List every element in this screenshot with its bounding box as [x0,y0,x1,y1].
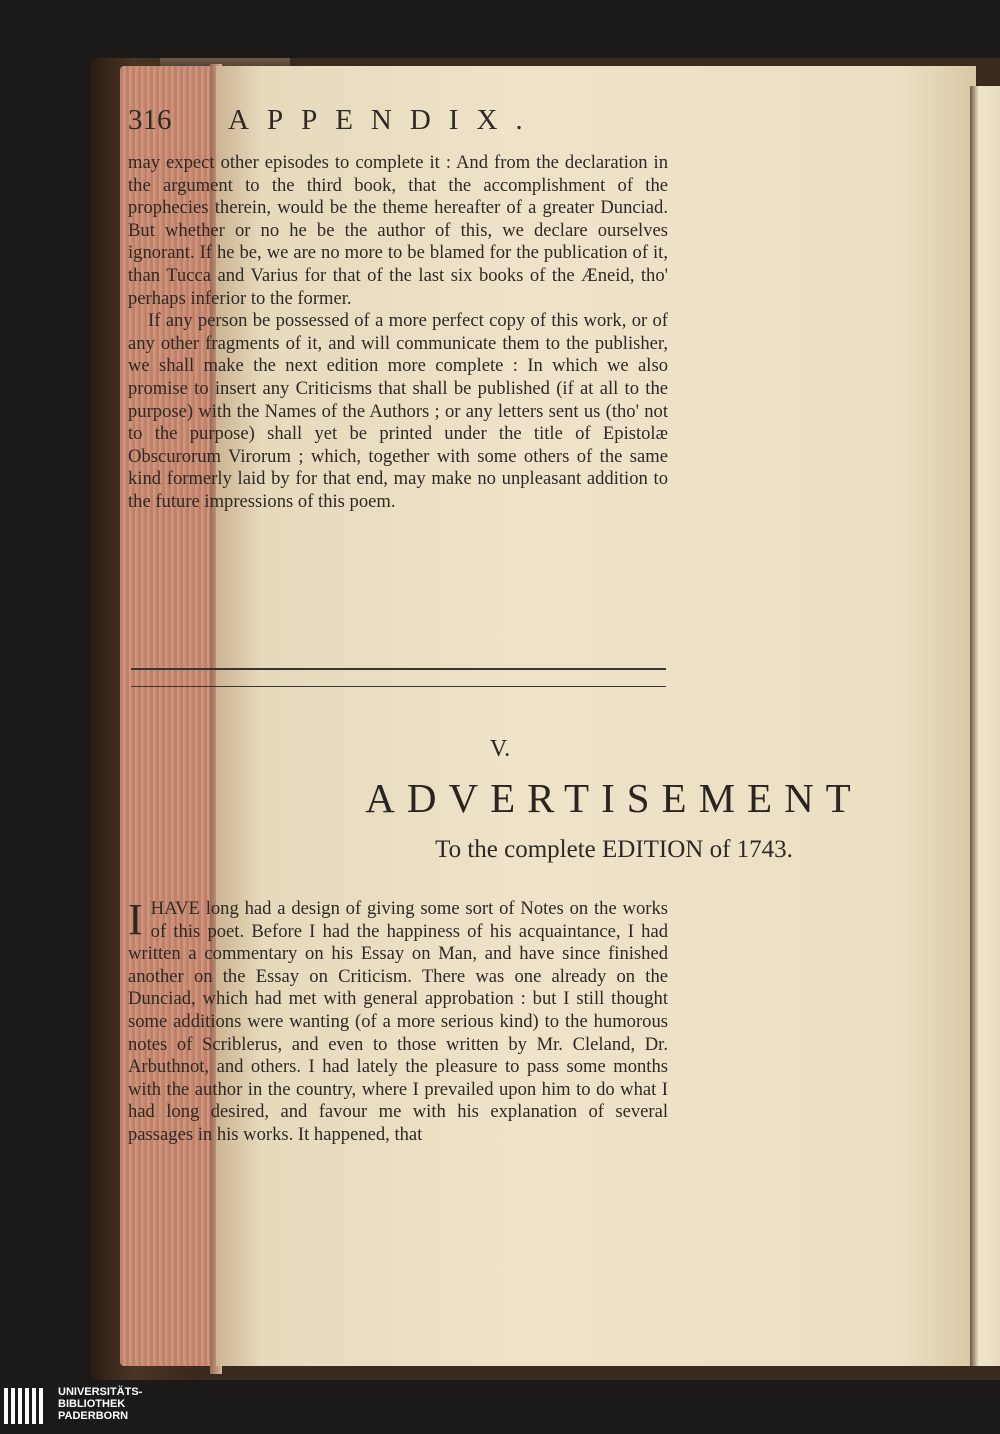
drop-cap: I [128,895,143,944]
paragraph-2: If any person be possessed of a more perfect copy of this work, or of any other fragments of it, and will communicate them to the publisher, we shall make the next edition more complete : In which we also promise to insert any Criticisms that shall be published (if at all to the purpose) with the Names of the Authors ; or any letters sent us (tho' not to the purpose) shall yet be printed under the title of Epistolæ Obscurorum Virorum ; which, together with some others of the same kind formerly laid by for that end, may make no unpleasant addition to the future impressions of this poem. [128,310,668,512]
section-number: V. [489,736,511,762]
library-footer [0,1380,1000,1434]
page-number: 316 [128,104,172,136]
body-text-top [128,152,668,514]
advertisement-text: HAVE long had a design of giving some sort of Notes on the works of this poet. Before I had the happiness of his acquaintance, I had written a commentary on his Essay on Man, and have since finished another on the Essay on Criticism. There was one already on the Dunciad, which had met with general approbation : but I still thought some additions were wanting (of a more serious kind) to the humorous notes of Scriblerus, and even to those written by Mr. Cleland, Dr. Arbuthnot, and others. I had lately the pleasure to pass some months with the author in the country, where I prevailed upon him to do what I had long desired, and favour me with his explanation of several passages in his works. It happened, that [128,898,668,1145]
running-head [128,104,768,144]
paragraph-1: may expect other episodes to complete it : And from the declaration in the argument to the third book, that the accomplishment of the prophecies therein, would be the theme hereafter of a greater Dunciad. But whether or no he be the author of this, we declare ourselves ignorant. If he be, we are no more to be blamed for the publication of it, than Tucca and Varius for that of the last six books of the Æneid, tho' perhaps inferior to the former. [128,152,668,309]
body-text-bottom [128,895,668,1147]
facing-page-edge [970,86,1000,1366]
section-subtitle: To the complete EDITION of 1743. [435,836,793,863]
library-logo-text: UNIVERSITÄTS- BIBLIOTHEK PADERBORN [58,1386,143,1422]
section-title: ADVERTISEMENT [365,775,863,821]
library-logo-icon [4,1388,46,1428]
section-divider-bottom [131,686,666,687]
running-head-title: APPENDIX. [228,104,541,136]
advertisement-paragraph [128,895,668,1147]
section-divider-top [131,668,666,670]
